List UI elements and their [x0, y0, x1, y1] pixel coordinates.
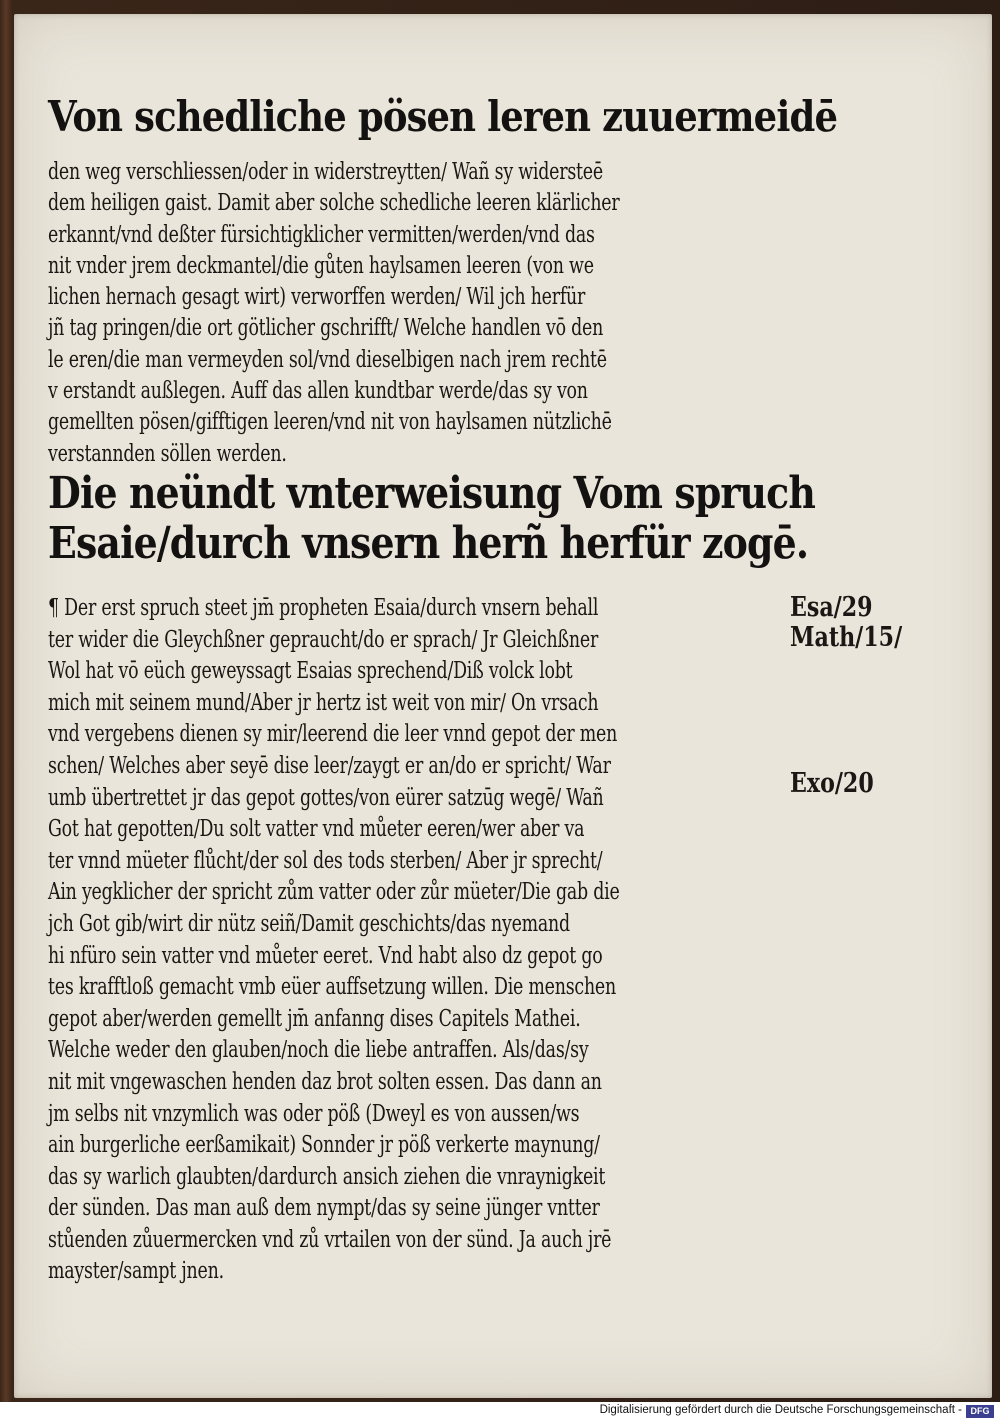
margin-note-esa: Esa/29	[790, 592, 873, 623]
text-line: stůenden zůuermercken vnd zů vrtailen von der sünd. Ja auch jrē	[48, 1224, 612, 1253]
text-line: ter wider die Gleychßner gepraucht/do er sprach/ Jr Gleichßner	[48, 624, 599, 653]
text-line: schen/ Welches aber seyē dise leer/zaygt er an/do er spricht/ War	[48, 750, 611, 779]
text-line: erkannt/vnd deßter fürsichtigklicher vermitten/werden/vnd das	[48, 219, 595, 248]
text-line: Got hat gepotten/Du solt vatter vnd můeter eeren/wer aber va	[48, 814, 585, 843]
text-line: le eren/die man vermeyden sol/vnd dieselbigen nach jrem rechtē	[48, 344, 607, 373]
text-line: nit vnder jrem deckmantel/die gůten haylsamen leeren (von we	[48, 250, 594, 279]
text-line: ain burgerliche eerßamikait) Sonnder jr pöß verkerte maynung/	[48, 1130, 600, 1159]
text-line: das sy warlich glaubten/dardurch ansich ziehen die vnraynigkeit	[48, 1161, 606, 1190]
text-line: Ain yegklicher der spricht zům vatter oder zůr müeter/Die gab die	[48, 877, 620, 906]
text-line: gemellten pösen/gifftigen leeren/vnd nit von haylsamen nützlichē	[48, 407, 612, 436]
footer-credit: Digitalisierung gefördert durch die Deutsche Forschungsgemeinschaft -	[599, 1404, 962, 1416]
section-heading: Von schedliche pösen leren zuuermeidē	[48, 92, 838, 141]
text-line: tes krafftloß gemacht vmb eüer auffsetzung willen. Die menschen	[48, 972, 616, 1001]
text-line: nit mit vngewaschen henden daz brot solten essen. Das dann an	[48, 1066, 602, 1095]
chapter-heading-line-1: Die neündt vnterweisung Vom spruch	[48, 468, 815, 519]
paragraph-1	[48, 156, 820, 469]
text-line: Welche weder den glauben/noch die liebe antraffen. Als/das/sy	[48, 1035, 589, 1064]
text-line: lichen hernach gesagt wirt) verworffen werden/ Wil jch herfür	[48, 282, 586, 311]
chapter-heading-line-2: Esaie/durch vnsern herñ herfür zogē.	[48, 518, 809, 569]
text-line: mich mit seinem mund/Aber jr hertz ist weit von mir/ On vrsach	[48, 687, 599, 716]
text-line: ¶ Der erst spruch steet jm̄ propheten Esaia/durch vnsern behall	[48, 593, 599, 621]
text-line: v erstandt außlegen. Auff das allen kundtbar werde/das sy von	[48, 376, 588, 405]
dfg-logo-icon: DFG	[966, 1405, 994, 1418]
text-line: verstannden söllen werden.	[48, 438, 287, 467]
text-line: mayster/sampt jnen.	[48, 1256, 224, 1285]
text-line: hi nfüro sein vatter vnd můeter eeret. Vnd habt also dz gepot go	[48, 940, 603, 969]
margin-note-exo: Exo/20	[790, 768, 874, 799]
text-line: den weg verschliessen/oder in widerstreytten/ Wañ sy widersteē	[48, 157, 603, 185]
text-line: jm selbs nit vnzymlich was oder pöß (Dweyl es von aussen/ws	[48, 1098, 580, 1127]
text-line: vnd vergebens dienen sy mir/leerend die leer vnnd gepot der men	[48, 719, 618, 748]
paragraph-2	[48, 592, 820, 1287]
text-line: der sünden. Das man auß dem nympt/das sy seine jünger vntter	[48, 1193, 600, 1222]
text-line: gepot aber/werden gemellt jm̄ anfanng dises Capitels Mathei.	[48, 1003, 581, 1032]
text-line: Wol hat vō eüch geweyssagt Esaias sprechend/Diß volck lobt	[48, 656, 573, 685]
footer-bar	[0, 1402, 1000, 1422]
text-line: ter vnnd müeter flůcht/der sol des tods sterben/ Aber jr sprecht/	[48, 845, 603, 874]
margin-note-math: Math/15/	[790, 622, 903, 653]
text-line: jch Got gib/wirt dir nütz seiñ/Damit geschichts/das nyemand	[48, 908, 570, 937]
text-line: umb übertrettet jr das gepot gottes/von eürer satzūg wegē/ Wañ	[48, 782, 604, 811]
text-line: dem heiligen gaist. Damit aber solche schedliche leeren klärlicher	[48, 188, 620, 217]
text-line: jñ tag pringen/die ort götlicher gschrifft/ Welche handlen vō den	[48, 313, 604, 342]
